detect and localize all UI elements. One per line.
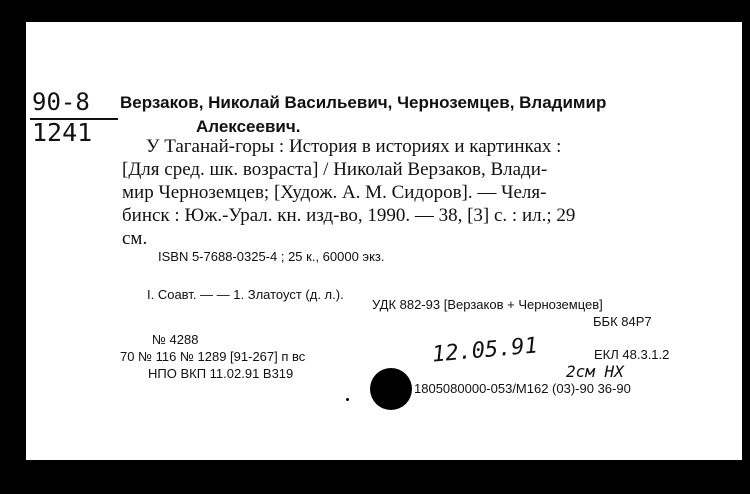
description-line: мир Черноземцев; [Худож. А. М. Сидоров]. — Челя-: [122, 182, 547, 203]
isbn-line: ISBN 5-7688-0325-4 ; 25 к., 60000 экз.: [158, 249, 385, 264]
udk-line: УДК 882-93 [Верзаков + Черноземцев]: [372, 297, 603, 312]
tracings: I. Соавт. — — 1. Златоуст (д. л.).: [147, 287, 344, 302]
code-line: 1805080000-053/М162 (03)-90 36-90: [414, 381, 631, 396]
ekl-line: ЕКЛ 48.3.1.2: [594, 347, 670, 362]
shelfmark-bottom: 1241: [32, 118, 93, 147]
description-line: см.: [122, 228, 148, 249]
handwritten-initials: 2см НХ: [566, 362, 624, 381]
handwritten-date: 12.05.91: [431, 333, 539, 368]
description-line: бинск : Юж.-Урал. кн. изд-во, 1990. — 38, [3] с. : ил.; 29: [122, 205, 576, 226]
punch-hole: [370, 368, 412, 410]
card-number: № 4288: [152, 332, 199, 347]
authors-heading: Верзаков, Николай Васильевич, Черноземцев, Владимир: [120, 93, 607, 112]
speck: [346, 398, 349, 401]
authors-heading-continued: Алексеевич.: [196, 117, 301, 136]
npo-line: НПО ВКП 11.02.91 В319: [148, 366, 294, 381]
order-line: 70 № 116 № 1289 [91-267] п вс: [120, 349, 306, 364]
bbk-line: ББК 84Р7: [593, 314, 652, 329]
description-line: У Таганай-горы : История в историях и картинках :: [146, 136, 562, 157]
description-line: [Для сред. шк. возраста] / Николай Верзаков, Влади-: [122, 159, 548, 180]
shelfmark-top: 90-8: [32, 88, 90, 116]
